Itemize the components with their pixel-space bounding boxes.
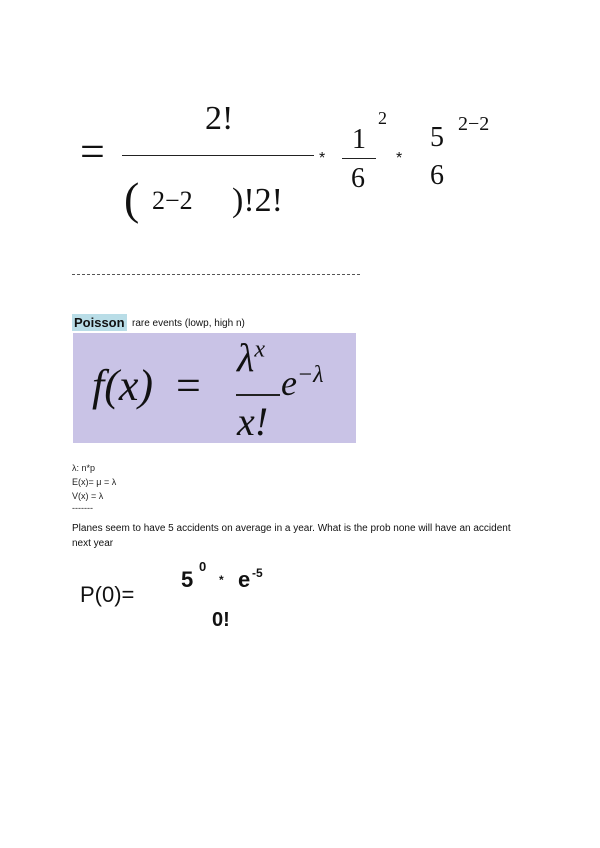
probability-lhs: P(0)= xyxy=(80,582,135,607)
formula-fraction-bar xyxy=(236,394,280,396)
denominator-paren: ( xyxy=(124,173,140,224)
poisson-base: 5 xyxy=(181,567,194,592)
note-expectation: E(x)= μ = λ xyxy=(72,477,117,487)
fraction1-bar xyxy=(342,158,376,159)
e-symbol: e xyxy=(238,567,251,592)
exponential-exponent: −λ xyxy=(296,362,324,388)
multiply-symbol: * xyxy=(319,150,326,167)
denominator-factorials: )!2! xyxy=(232,182,283,219)
denominator-expression: 2−2 xyxy=(152,186,193,215)
equals-sign: = xyxy=(80,127,105,176)
formula-exponential xyxy=(281,362,324,404)
poisson-heading: Poisson xyxy=(74,315,125,330)
fraction2-exponent: 2−2 xyxy=(458,113,490,135)
numerator-exponent: x xyxy=(254,336,265,363)
formula-lhs: f(x) xyxy=(92,361,154,410)
poisson-denominator: 0! xyxy=(212,609,230,631)
lambda-symbol: λ xyxy=(237,335,255,380)
poisson-base-exponent: 0 xyxy=(199,559,207,574)
separator-line xyxy=(72,274,360,275)
note-lambda: λ: n*p xyxy=(72,463,96,473)
fraction2-denominator: 6 xyxy=(430,160,444,191)
fraction1-exponent: 2 xyxy=(378,108,387,128)
e-symbol: e xyxy=(281,363,297,403)
formula-numerator xyxy=(237,334,265,381)
note-variance: V(x) = λ xyxy=(72,491,104,501)
numerator-factorial: 2! xyxy=(205,100,234,137)
fraction-bar xyxy=(122,155,314,156)
formula-denominator: x! xyxy=(237,399,269,444)
question-text: Planes seem to have 5 accidents on average in a year. What is the prob none will have an accident next year xyxy=(72,523,511,549)
multiply-symbol: * xyxy=(219,573,224,587)
fraction2-numerator: 5 xyxy=(430,122,444,153)
note-separator: ------- xyxy=(72,503,93,513)
fraction1-denominator: 6 xyxy=(351,163,365,194)
fraction1-numerator: 1 xyxy=(352,124,366,155)
e-exponent: -5 xyxy=(252,566,263,580)
formula-equals: = xyxy=(176,361,201,410)
multiply-symbol: * xyxy=(396,150,403,167)
poisson-description: rare events (lowp, high n) xyxy=(132,318,245,329)
